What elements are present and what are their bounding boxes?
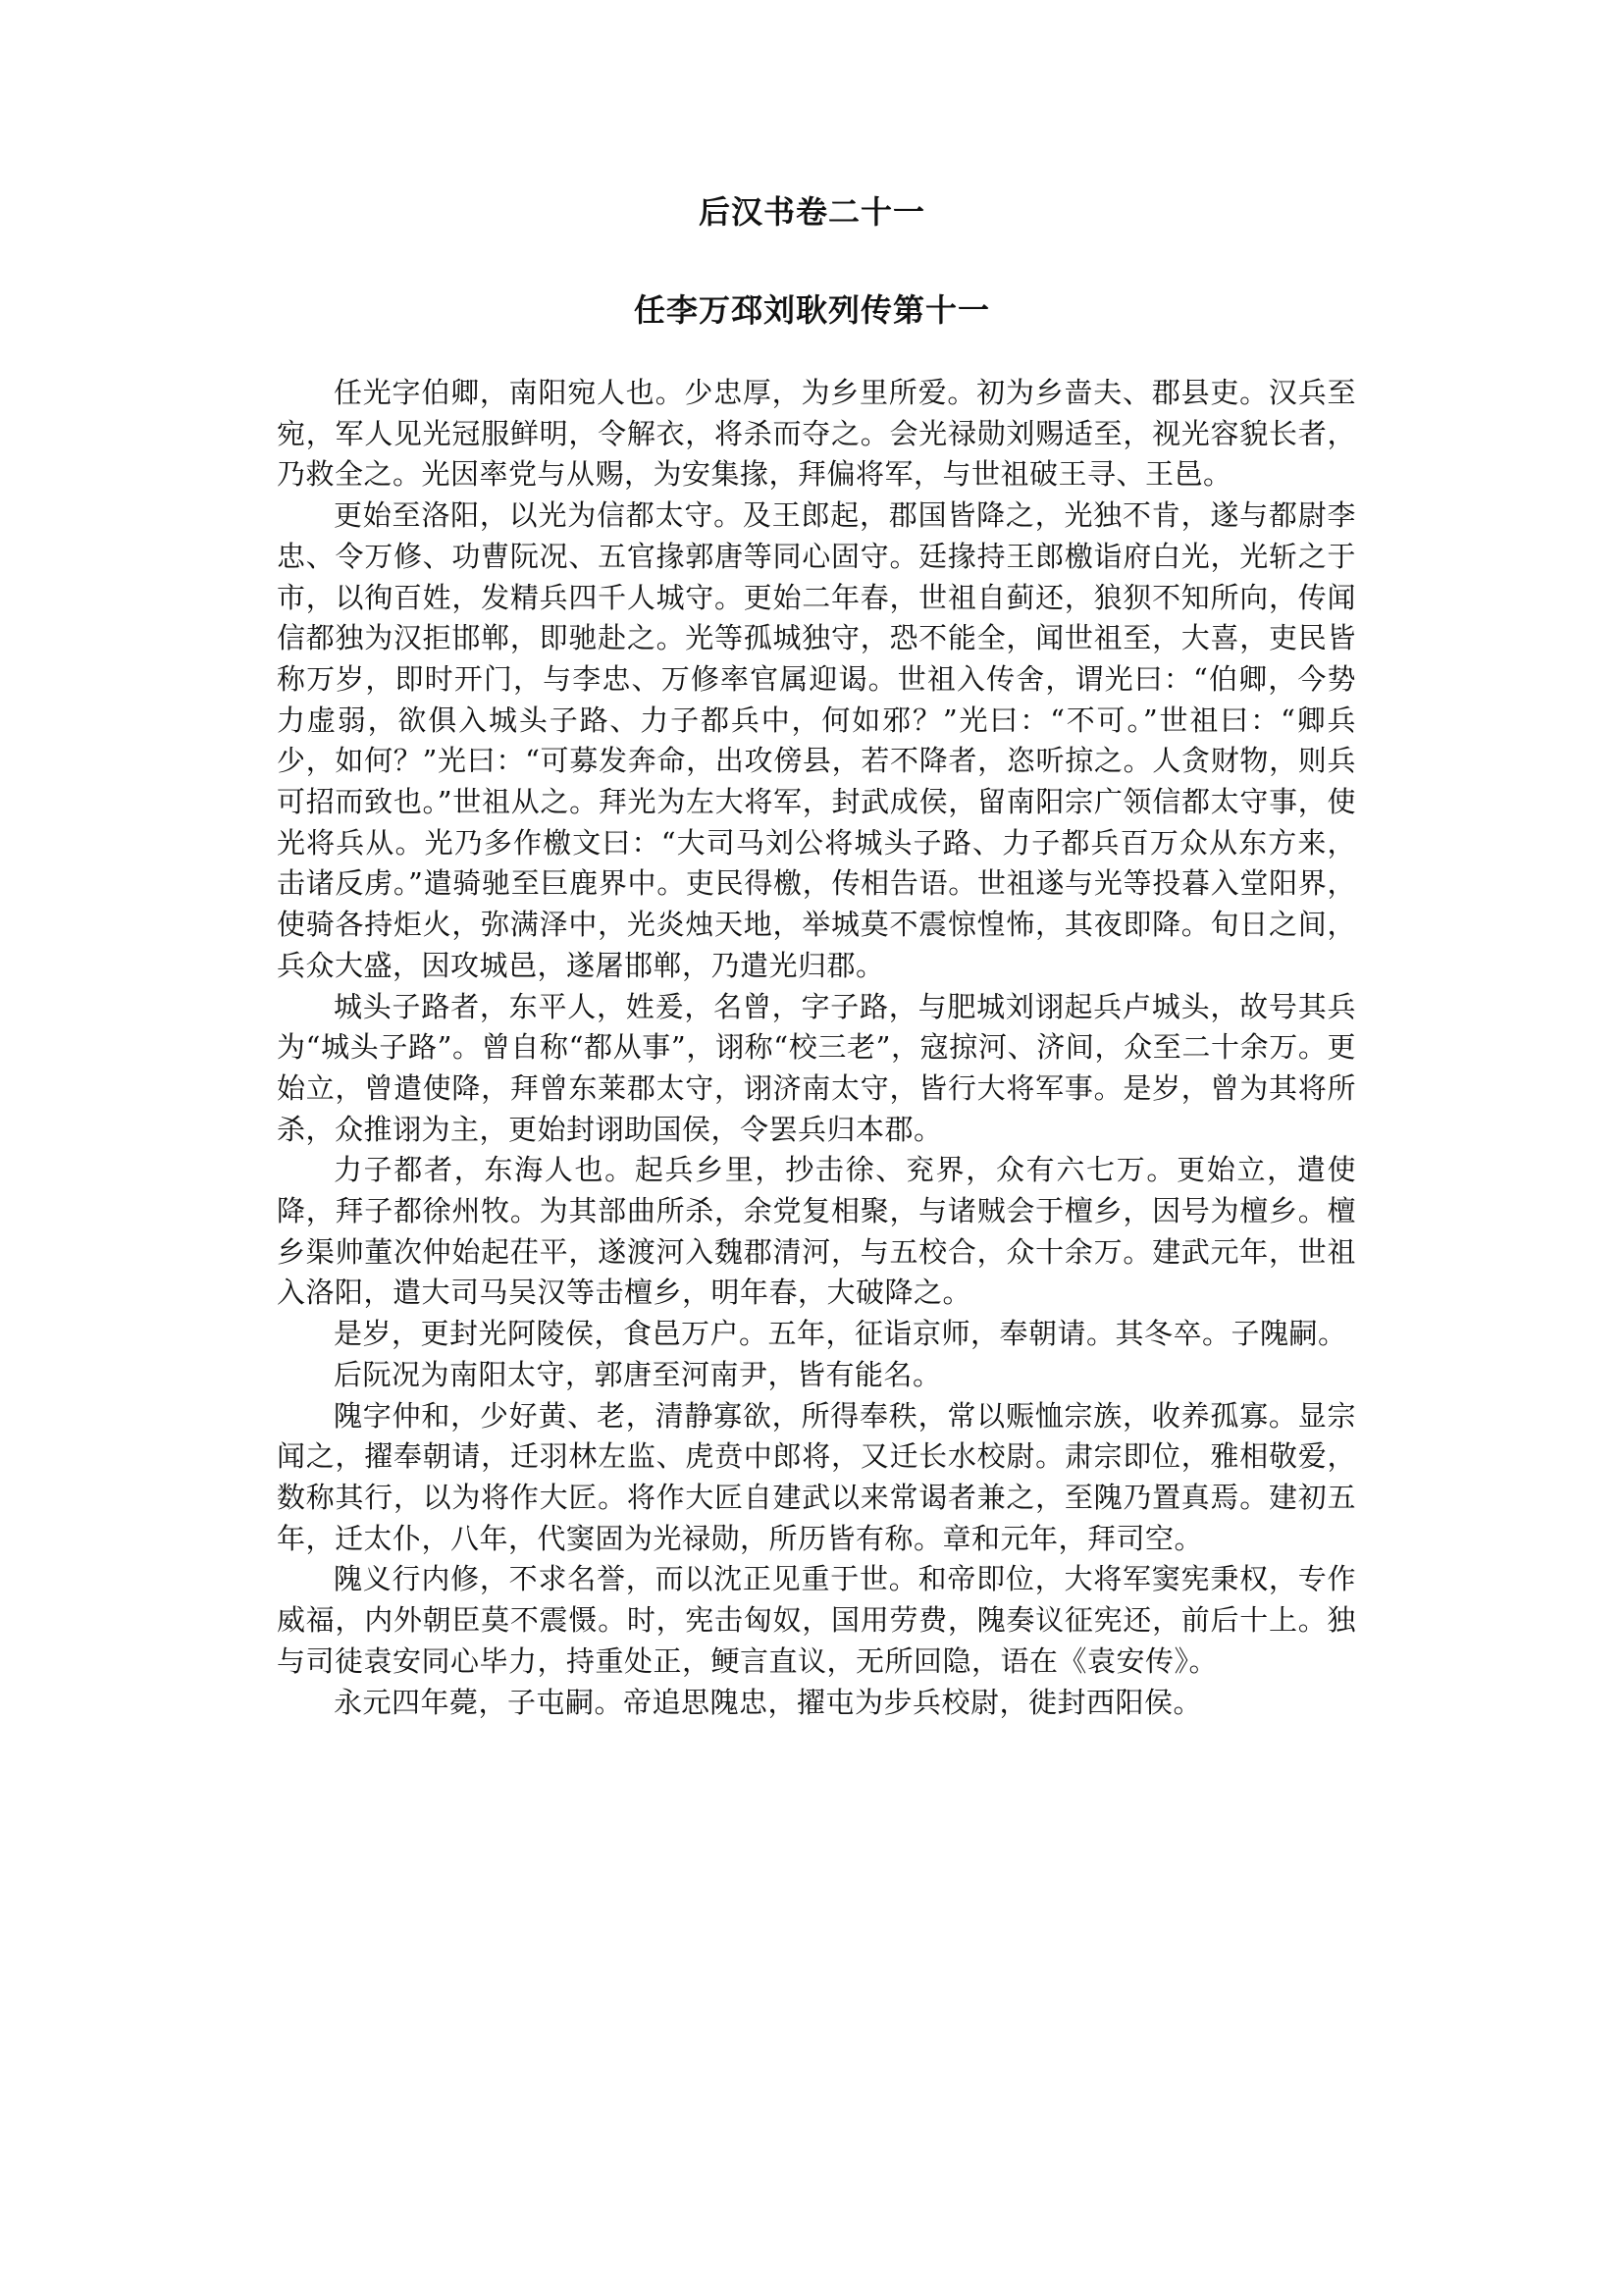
paragraph-3: 城头子路者，东平人，姓爰，名曾，字子路，与肥城刘诩起兵卢城头，故号其兵为“城头子路”。曾自称“都从事”，诩称“校三老”，寇掠河、济间，众至二十余万。更始立，曾遣使降，拜曾东莱郡太守，诩济南太守，皆行大将军事。是岁，曾为其将所杀，众推诩为主，更始封诩助国侯，令罢兵归本郡。 <box>277 989 1356 1146</box>
paragraph-9: 永元四年薨，子屯嗣。帝追思隗忠，擢屯为步兵校尉，徙封西阳侯。 <box>334 1685 1203 1719</box>
paragraph-2: 更始至洛阳，以光为信都太守。及王郎起，郡国皆降之，光独不肯，遂与都尉李忠、令万修、功曹阮况、五官掾郭唐等同心固守。廷掾持王郎檄诣府白光，光斩之于市，以徇百姓，发精兵四千人城守。更始二年春，世祖自蓟还，狼狈不知所向，传闻信都独为汉拒邯郸，即驰赴之。光等孤城独守，恐不能全，闻世祖至，大喜，吏民皆称万岁，即时开门，与李忠、万修率官属迎谒。世祖入传舍，谓光曰：“伯卿，今势力虚弱，欲俱入城头子路、力子都兵中，何如邪？”光曰：“不可。”世祖曰：“卿兵少，如何？”光曰：“可募发奔命，出攻傍县，若不降者，恣听掠之。人贪财物，则兵可招而致也。”世祖从之。拜光为左大将军，封武成侯，留南阳宗广领信都太守事，使光将兵从。光乃多作檄文曰：“大司马刘公将城头子路、力子都兵百万众从东方来，击诸反虏。”遣骑驰至巨鹿界中。吏民得檄，传相告语。世祖遂与光等投暮入堂阳界，使骑各持炬火，弥满泽中，光炎烛天地，举城莫不震惊惶怖，其夜即降。旬日之间，兵众大盛，因攻城邑，遂屠邯郸，乃遣光归郡。 <box>277 498 1356 982</box>
chapter-title: 任李万邳刘耿列传第十一 <box>633 291 990 329</box>
paragraph-7: 隗字仲和，少好黄、老，清静寡欲，所得奉秩，常以赈恤宗族，收养孤寡。显宗闻之，擢奉朝请，迁羽林左监、虎贲中郎将，又迁长水校尉。肃宗即位，雅相敬爱，数称其行，以为将作大匠。将作大匠自建武以来常谒者兼之，至隗乃置真焉。建初五年，迁太仆，八年，代窦固为光禄勋，所历皆有称。章和元年，拜司空。 <box>277 1398 1356 1555</box>
book-title: 后汉书卷二十一 <box>698 193 925 231</box>
paragraph-1: 任光字伯卿，南阳宛人也。少忠厚，为乡里所爱。初为乡啬夫、郡县吏。汉兵至宛，军人见光冠服鲜明，令解衣，将杀而夺之。会光禄勋刘赐适至，视光容貌长者，乃救全之。光因率党与从赐，为安集掾，拜偏将军，与世祖破王寻、王邑。 <box>277 376 1356 492</box>
paragraph-8: 隗义行内修，不求名誉，而以沈正见重于世。和帝即位，大将军窦宪秉权，专作威福，内外朝臣莫不震慑。时，宪击匈奴，国用劳费，隗奏议征宪还，前后十上。独与司徒袁安同心毕力，持重处正，鲠言直议，无所回隐，语在《袁安传》。 <box>277 1562 1356 1678</box>
paragraph-6: 后阮况为南阳太守，郭唐至河南尹，皆有能名。 <box>334 1357 942 1391</box>
body-text <box>277 373 1356 1723</box>
paragraph-5: 是岁，更封光阿陵侯，食邑万户。五年，征诣京师，奉朝请。其冬卒。子隗嗣。 <box>334 1317 1347 1351</box>
paragraph-4: 力子都者，东海人也。起兵乡里，抄击徐、兖界，众有六七万。更始立，遣使降，拜子都徐州牧。为其部曲所杀，余党复相聚，与诸贼会于檀乡，因号为檀乡。檀乡渠帅董次仲始起茌平，遂渡河入魏郡清河，与五校合，众十余万。建武元年，世祖入洛阳，遣大司马吴汉等击檀乡，明年春，大破降之。 <box>277 1153 1356 1310</box>
